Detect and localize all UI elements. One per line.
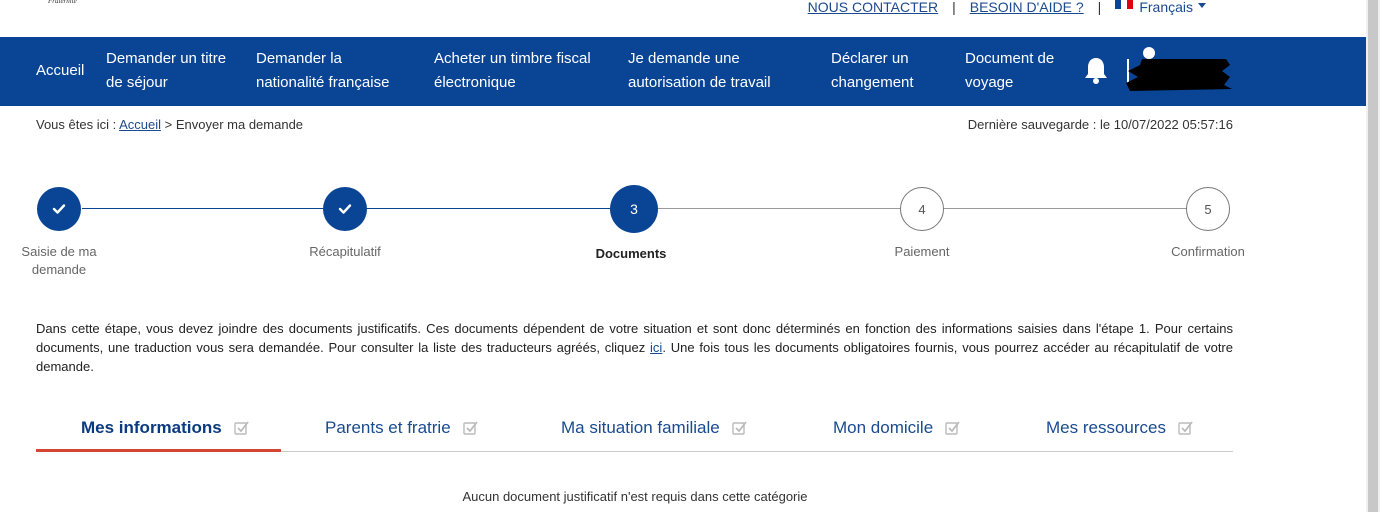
link-separator: | [952, 0, 956, 15]
empty-category-message: Aucun document justificatif n'est requis dans cette catégorie [462, 489, 808, 504]
french-flag-icon [1115, 0, 1133, 9]
top-links [808, 0, 1206, 15]
step-4-circle: 4 [900, 187, 944, 231]
tab-mes-informations[interactable]: Mes informations [81, 418, 250, 438]
translators-list-link[interactable]: ici [650, 340, 663, 355]
nav-item-declarer-changement[interactable]: Déclarer un changement [831, 50, 914, 91]
nav-item-nationalite[interactable]: Demander la nationalité française [256, 50, 390, 91]
nav-item-timbre-fiscal[interactable]: Acheter un timbre fiscal électronique [434, 50, 591, 91]
top-bar [0, 0, 1366, 37]
tab-parents-fratrie[interactable]: Parents et fratrie [325, 418, 479, 438]
step-5-circle: 5 [1186, 187, 1230, 231]
help-link[interactable]: BESOIN D'AIDE ? [969, 0, 1084, 15]
page-scrollbar[interactable] [1366, 0, 1380, 512]
bell-icon[interactable] [1082, 55, 1110, 90]
breadcrumb-home-link[interactable]: Accueil [119, 117, 162, 132]
contact-link[interactable]: NOUS CONTACTER [807, 0, 939, 15]
checkbox-check-icon [463, 420, 479, 436]
step-3-label: Documents [595, 246, 667, 261]
breadcrumb: Vous êtes ici : Accueil > Envoyer ma demande [36, 117, 304, 132]
language-label: Français [1139, 0, 1193, 15]
check-icon [52, 203, 66, 215]
active-tab-indicator [36, 449, 281, 452]
link-separator: | [1097, 0, 1102, 15]
language-selector[interactable] [1115, 0, 1206, 15]
step-1-label: Saisie de ma demande [21, 244, 97, 277]
tab-mon-domicile[interactable]: Mon domicile [833, 418, 961, 438]
step-4-label: Paiement [894, 244, 950, 259]
step-3-circle: 3 [610, 185, 658, 233]
nav-item-titre-sejour[interactable]: Demander un titre de séjour [106, 50, 227, 91]
chevron-down-icon [1198, 3, 1206, 8]
scrollbar-thumb[interactable] [1368, 0, 1378, 512]
republic-motto: Fraternité [48, 0, 77, 5]
tab-situation-familiale[interactable]: Ma situation familiale [561, 418, 748, 438]
checkbox-check-icon [1178, 420, 1194, 436]
step-2-label: Récapitulatif [309, 244, 381, 259]
step-2-circle[interactable] [323, 187, 367, 231]
nav-item-accueil[interactable]: Accueil [36, 62, 85, 79]
checkbox-check-icon [234, 420, 250, 436]
redacted-username [1124, 55, 1234, 93]
step-instructions: Dans cette étape, vous devez joindre des documents justificatifs. Ces documents dépendent de votre situation et sont donc déterminés en fonction des informations saisies dans l'étape 1. Pour certains documents, une traduction vous sera demandée. Pour consulter la liste des traducteurs agréés, cliquez ici. Une fois tous les documents obligatoires fournis, vous pourrez accéder au récapitulatif de votre demande. [36, 321, 1233, 374]
nav-item-document-voyage[interactable]: Document de voyage [965, 50, 1055, 91]
step-1-circle[interactable] [37, 187, 81, 231]
document-category-tabs [36, 408, 1233, 452]
step-5-label: Confirmation [1171, 244, 1245, 259]
last-save-timestamp: Dernière sauvegarde : le 10/07/2022 05:57:16 [967, 117, 1233, 132]
main-navigation [0, 37, 1366, 106]
checkbox-check-icon [945, 420, 961, 436]
nav-item-autorisation-travail[interactable]: Je demande une autorisation de travail [628, 50, 771, 91]
check-icon [338, 203, 352, 215]
checkbox-check-icon [732, 420, 748, 436]
tab-mes-ressources[interactable]: Mes ressources [1046, 418, 1194, 438]
